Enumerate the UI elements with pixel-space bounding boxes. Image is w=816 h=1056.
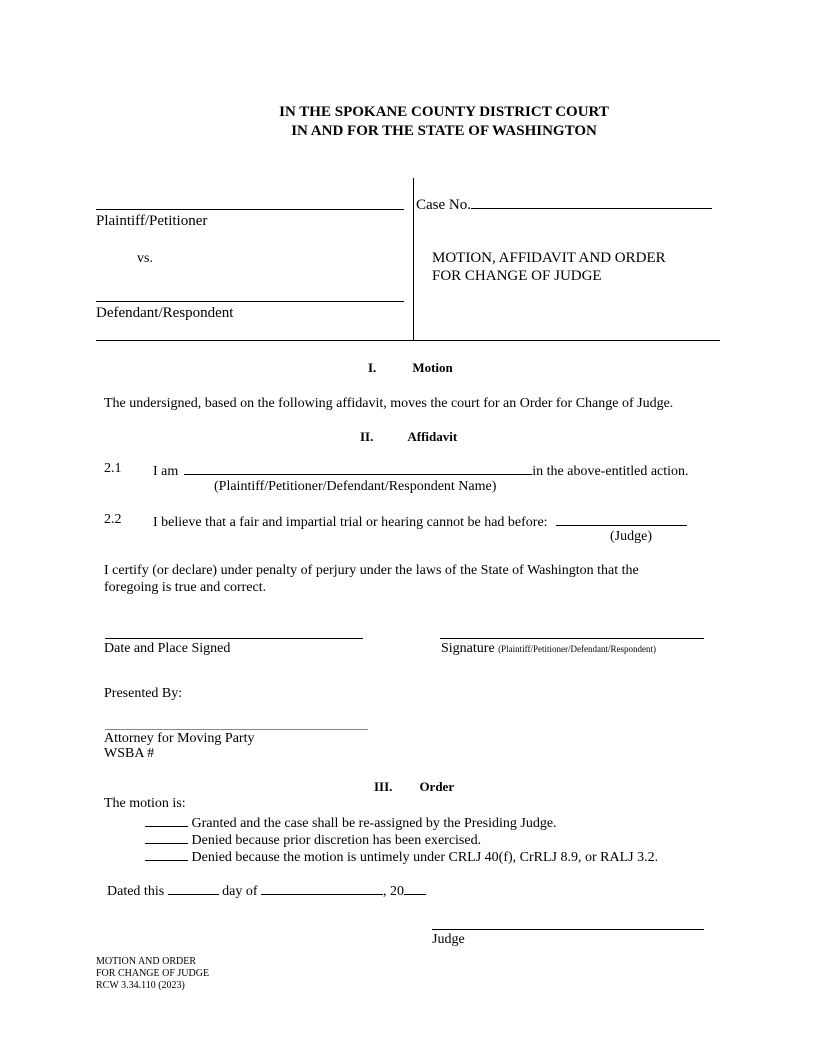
section-motion-heading bbox=[368, 360, 453, 375]
affidavit-item-2-2-number: 2.2 bbox=[104, 512, 122, 527]
wsba-label: WSBA # bbox=[104, 746, 155, 761]
judge-signature-line[interactable] bbox=[432, 929, 704, 930]
defendant-signature-line[interactable] bbox=[96, 301, 404, 302]
signature-line[interactable] bbox=[440, 638, 704, 639]
year-prefix: , 20 bbox=[383, 884, 405, 899]
court-title-line2: IN AND FOR THE STATE OF WASHINGTON bbox=[291, 123, 597, 139]
month-input[interactable] bbox=[261, 881, 383, 895]
day-of-label: day of bbox=[222, 884, 258, 899]
judge-name-hint: (Judge) bbox=[610, 529, 652, 544]
date-place-label: Date and Place Signed bbox=[104, 641, 231, 656]
day-input[interactable] bbox=[168, 881, 219, 895]
attorney-label: Attorney for Moving Party bbox=[104, 731, 255, 746]
footer-line1: MOTION AND ORDER bbox=[96, 956, 196, 967]
party-name-hint: (Plaintiff/Petitioner/Defendant/Respondent Name) bbox=[214, 479, 497, 494]
judge-name-input[interactable] bbox=[556, 512, 687, 526]
section-number: I. bbox=[368, 360, 377, 375]
presented-by-label: Presented By: bbox=[104, 686, 183, 701]
caption-bottom-rule bbox=[96, 340, 720, 341]
year-input[interactable] bbox=[404, 881, 426, 895]
order-option-denied-untimely bbox=[145, 847, 658, 866]
party-name-input[interactable] bbox=[184, 461, 532, 475]
section-title: Order bbox=[419, 779, 455, 794]
affidavit-item-2-2 bbox=[153, 512, 687, 531]
affidavit-item-2-1-number: 2.1 bbox=[104, 461, 122, 476]
dated-line bbox=[107, 881, 426, 900]
affidavit-item-2-1 bbox=[153, 461, 689, 480]
signature-label bbox=[441, 641, 656, 657]
case-number-field[interactable] bbox=[416, 195, 712, 214]
option-text: Granted and the case shall be re-assigned by the Presiding Judge. bbox=[191, 816, 557, 831]
judge-label: Judge bbox=[432, 932, 465, 947]
document-title-line2: FOR CHANGE OF JUDGE bbox=[432, 268, 602, 284]
date-place-line[interactable] bbox=[105, 638, 363, 639]
attorney-signature-line[interactable] bbox=[105, 729, 368, 730]
caption-divider bbox=[413, 178, 414, 341]
motion-text: The undersigned, based on the following affidavit, moves the court for an Order for Change of Judge. bbox=[104, 396, 674, 411]
signature-hint: (Plaintiff/Petitioner/Defendant/Respondent) bbox=[498, 644, 656, 654]
plaintiff-signature-line[interactable] bbox=[96, 209, 404, 210]
footer-line2: FOR CHANGE OF JUDGE bbox=[96, 968, 210, 979]
section-order-heading bbox=[374, 779, 454, 794]
plaintiff-label: Plaintiff/Petitioner bbox=[96, 213, 208, 229]
signature-caption: Signature bbox=[441, 641, 495, 656]
case-number-input[interactable] bbox=[471, 195, 712, 209]
document-title-line1: MOTION, AFFIDAVIT AND ORDER bbox=[432, 250, 666, 266]
section-number: II. bbox=[360, 429, 374, 444]
section-affidavit-heading bbox=[360, 429, 457, 444]
section-title: Affidavit bbox=[407, 429, 458, 444]
item-prefix: I am bbox=[153, 464, 179, 479]
item-text: I believe that a fair and impartial trial or hearing cannot be had before: bbox=[153, 515, 548, 530]
certification-line1: I certify (or declare) under penalty of perjury under the laws of the State of Washington that the bbox=[104, 563, 639, 578]
defendant-label: Defendant/Respondent bbox=[96, 305, 234, 321]
certification-line2: foregoing is true and correct. bbox=[104, 580, 267, 595]
item-suffix: in the above-entitled action. bbox=[532, 464, 689, 479]
option-text: Denied because prior discretion has been exercised. bbox=[191, 833, 482, 848]
granted-checkline[interactable] bbox=[145, 813, 188, 827]
case-number-label: Case No. bbox=[416, 197, 471, 213]
footer-line3: RCW 3.34.110 (2023) bbox=[96, 980, 185, 991]
option-text: Denied because the motion is untimely under CRLJ 40(f), CrRLJ 8.9, or RALJ 3.2. bbox=[191, 850, 659, 865]
section-title: Motion bbox=[412, 360, 453, 375]
motion-is-label: The motion is: bbox=[104, 796, 186, 811]
dated-this-label: Dated this bbox=[107, 884, 165, 899]
denied-discretion-checkline[interactable] bbox=[145, 830, 188, 844]
vs-label: vs. bbox=[137, 251, 153, 266]
denied-untimely-checkline[interactable] bbox=[145, 847, 188, 861]
section-number: III. bbox=[374, 779, 393, 794]
court-title-line1: IN THE SPOKANE COUNTY DISTRICT COURT bbox=[279, 104, 609, 120]
